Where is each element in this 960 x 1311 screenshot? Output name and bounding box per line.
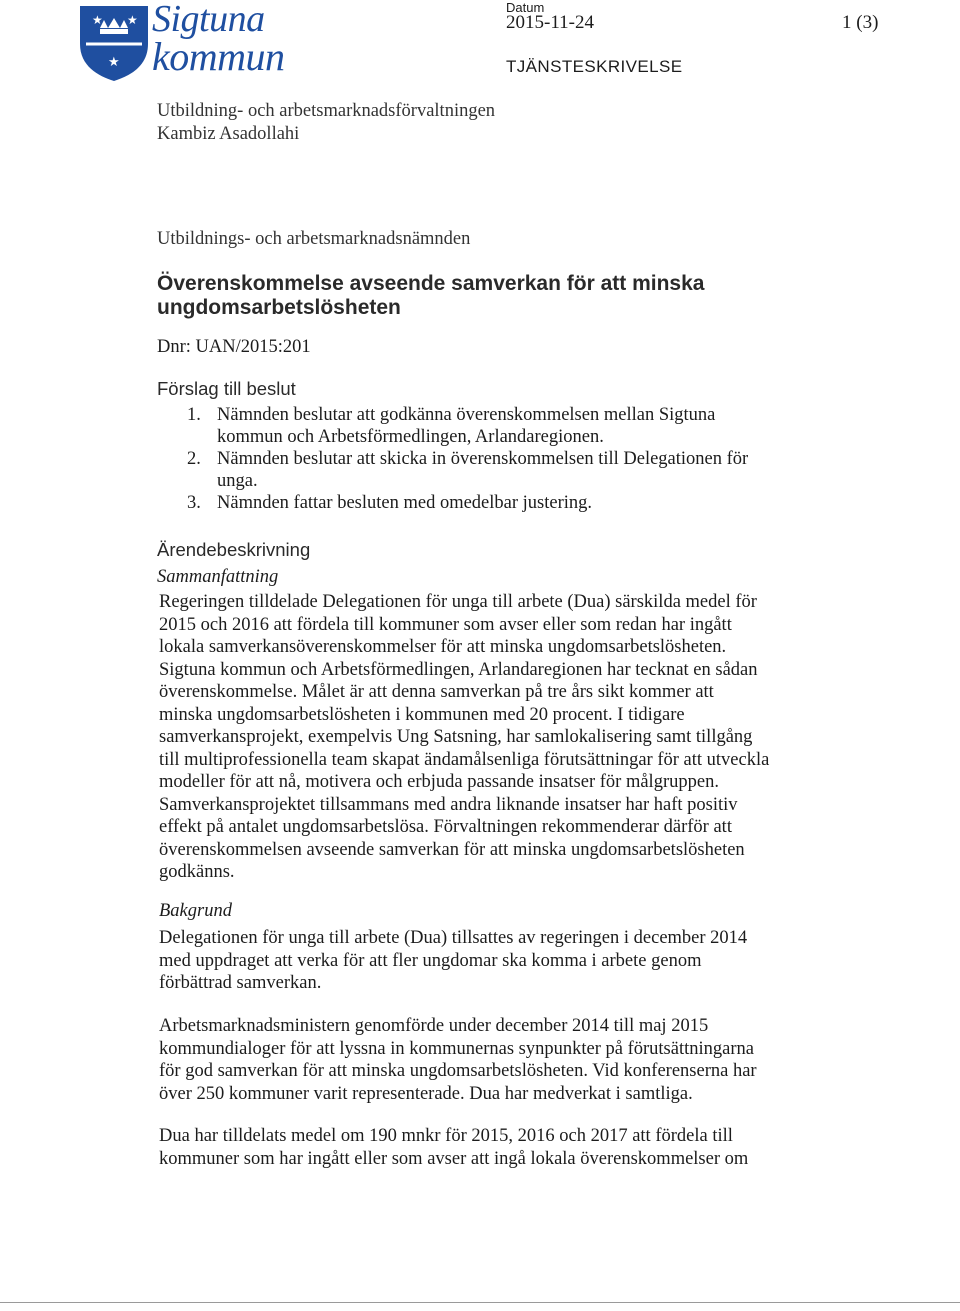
document-title: Överenskommelse avseende samverkan för att minska ungdomsarbetslösheten xyxy=(157,272,705,319)
registration-number: Dnr: UAN/2015:201 xyxy=(157,337,311,357)
page-bottom-rule xyxy=(0,1302,960,1303)
brand-line-1: Sigtuna xyxy=(152,0,265,40)
list-item xyxy=(157,448,797,492)
background-paragraph-3: Dua har tilldelats medel om 190 mnkr för 2015, 2016 och 2017 att fördela till kommuner som har ingått eller som avser att ingå lokala överenskommelser om xyxy=(159,1126,749,1169)
sender-block xyxy=(157,100,495,146)
svg-text:★: ★ xyxy=(92,13,103,27)
item-text: Nämnden beslutar att skicka in överenskommelsen till Delegationen för unga. xyxy=(217,449,749,491)
background-paragraph-2: Arbetsmarknadsministern genomförde under december 2014 till maj 2015 kommundialoger för att lyssna in kommunernas synpunkter på förutsättningarna för god samverkan för att minska ungdomsarbetslösheten. Vid konferenserna har över 250 kommuner varit representerade. Dua har medverkat i samtliga. xyxy=(159,1016,757,1104)
municipality-wordmark xyxy=(152,0,285,79)
item-text: Nämnden beslutar att godkänna överenskommelsen mellan Sigtuna kommun och Arbetsförmedlingen, Arlandaregionen. xyxy=(217,405,716,447)
proposal-heading: Förslag till beslut xyxy=(157,378,296,399)
date-label: Datum xyxy=(506,0,545,15)
sender-department: Utbildning- och arbetsmarknadsförvaltningen xyxy=(157,101,496,121)
document-type: TJÄNSTESKRIVELSE xyxy=(506,57,683,76)
recipient: Utbildnings- och arbetsmarknadsnämnden xyxy=(157,229,471,249)
background-heading: Bakgrund xyxy=(159,901,232,921)
svg-text:★: ★ xyxy=(127,13,138,27)
date-value: 2015-11-24 xyxy=(506,12,594,33)
sender-name: Kambiz Asadollahi xyxy=(157,124,300,144)
brand-line-2: kommun xyxy=(152,34,285,79)
item-number: 3. xyxy=(187,493,201,513)
background-paragraph-1: Delegationen för unga till arbete (Dua) tillsattes av regeringen i december 2014 med uppdraget att verka för att fler ungdomar ska komma i arbete genom förbättrad samverkan. xyxy=(159,928,748,993)
page-number: 1 (3) xyxy=(842,12,879,33)
item-text: Nämnden fattar besluten med omedelbar justering. xyxy=(217,493,593,513)
list-item xyxy=(157,404,797,448)
svg-text:★: ★ xyxy=(108,55,120,70)
summary-heading: Sammanfattning xyxy=(157,567,279,587)
case-description-heading: Ärendebeskrivning xyxy=(157,539,311,560)
sigtuna-coat-of-arms-icon xyxy=(78,4,150,82)
proposal-list xyxy=(157,404,797,514)
item-number: 1. xyxy=(187,405,201,425)
list-item xyxy=(157,492,797,514)
item-number: 2. xyxy=(187,449,201,469)
summary-paragraph: Regeringen tilldelade Delegationen för unga till arbete (Dua) särskilda medel för 2015 och 2016 att fördela till kommuner som avser eller som redan har ingått lokala samverkansöverenskommelser för att minska ungdomsarbetslösheten. Sigtuna kommun och Arbetsförmedlingen, Arlandaregionen har tecknat en sådan överenskommelse. Målet är att denna samverkan på tre års sikt kommer att minska ungdomsarbetslösheten i kommunen med 20 procent. I tidigare samverkansprojekt, exempelvis Ung Satsning, har samlokalisering samt tillgång till multiprofessionella team skapat ändamålsenliga förutsättningar för att utveckla modeller för att nå, motivera och erbjuda passande insatser för målgruppen. Samverkansprojektet tillsammans med andra liknande insatser har haft positiv effekt på antalet ungdomsarbetslösa. Förvaltningen rekommenderar därför att överenskommelsen avseende samverkan för att minska ungdomsarbetslösheten godkänns. xyxy=(159,592,770,882)
